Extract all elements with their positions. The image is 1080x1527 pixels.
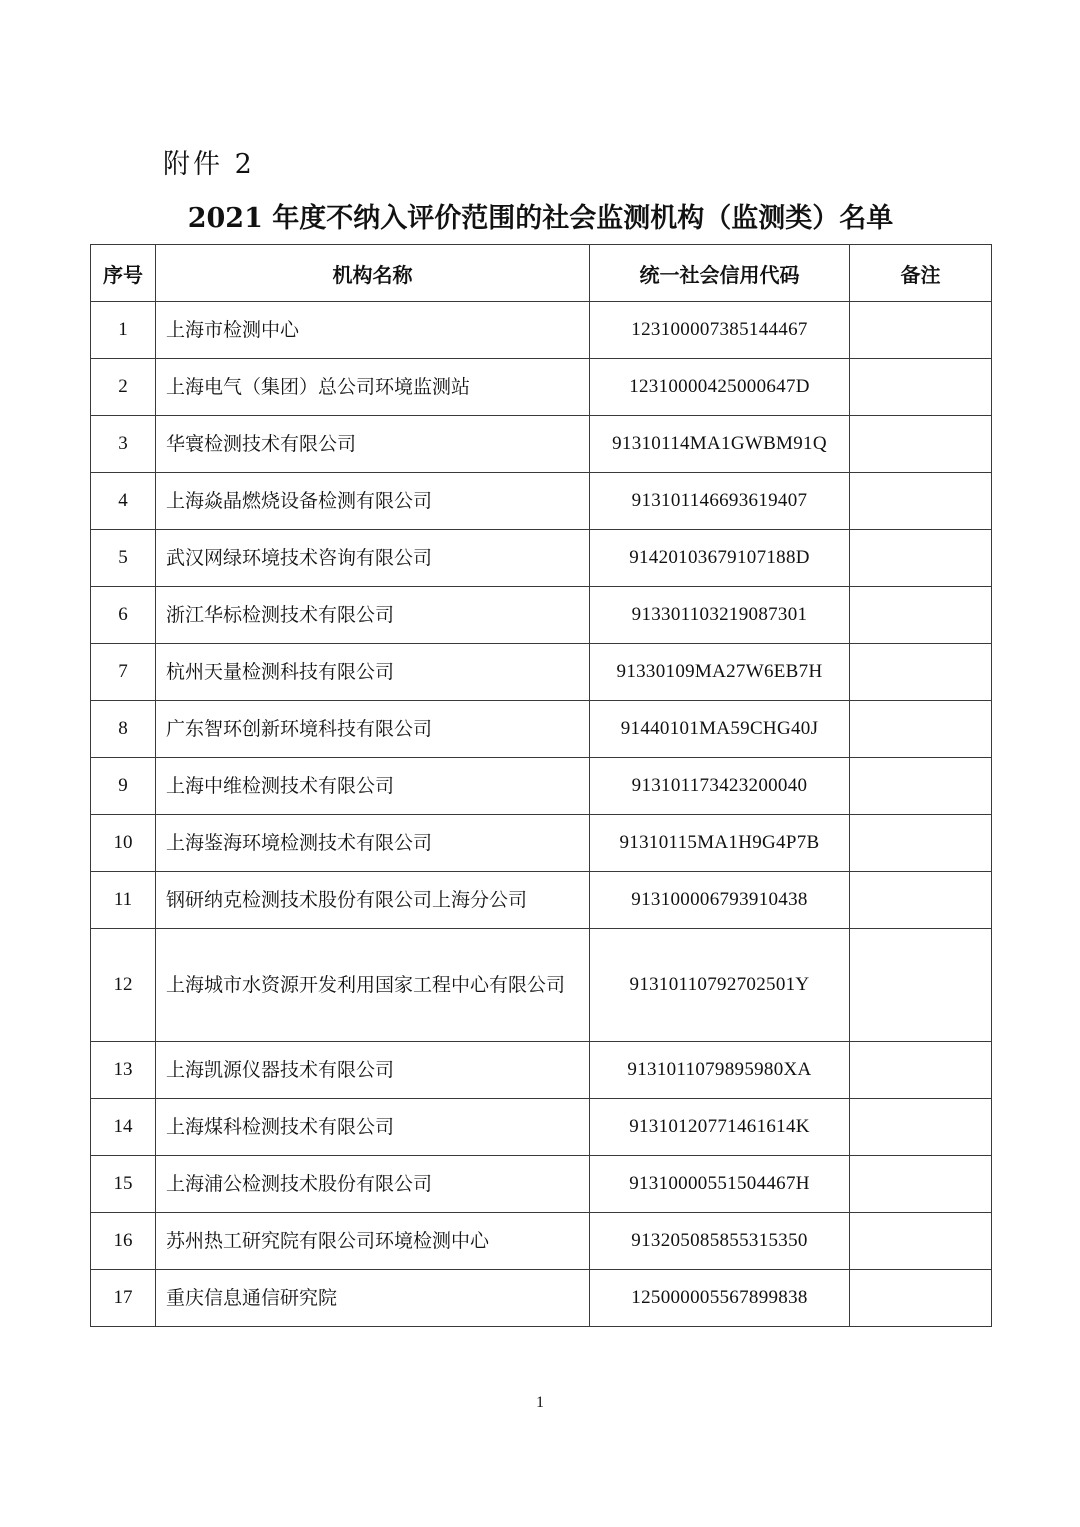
attachment-label: 附件 2 xyxy=(163,149,255,180)
row-index: 1 xyxy=(91,302,156,359)
credit-code: 91330109MA27W6EB7H xyxy=(590,644,850,701)
credit-code: 91440101MA59CHG40J xyxy=(590,701,850,758)
table-row xyxy=(91,1099,992,1156)
page-number: 1 xyxy=(536,1394,544,1411)
table-row xyxy=(91,815,992,872)
remark-cell xyxy=(850,701,992,758)
table-row xyxy=(91,473,992,530)
table-row xyxy=(91,872,992,929)
credit-code: 913101173423200040 xyxy=(590,758,850,815)
header-remark: 备注 xyxy=(850,245,992,302)
header-name: 机构名称 xyxy=(156,245,590,302)
row-index: 5 xyxy=(91,530,156,587)
institution-name: 上海中维检测技术有限公司 xyxy=(156,758,590,815)
remark-cell xyxy=(850,644,992,701)
remark-cell xyxy=(850,1099,992,1156)
institution-name: 浙江华标检测技术有限公司 xyxy=(156,587,590,644)
credit-code: 91310110792702501Y xyxy=(590,929,850,1042)
remark-cell xyxy=(850,359,992,416)
table-row xyxy=(91,1042,992,1099)
credit-code: 9131011079895980XA xyxy=(590,1042,850,1099)
credit-code: 913101146693619407 xyxy=(590,473,850,530)
table-row xyxy=(91,701,992,758)
remark-cell xyxy=(850,1156,992,1213)
table-row xyxy=(91,929,992,1042)
table-row xyxy=(91,644,992,701)
remark-cell xyxy=(850,473,992,530)
institution-table xyxy=(90,244,992,1327)
institution-name: 武汉网绿环境技术咨询有限公司 xyxy=(156,530,590,587)
document-title: 2021 年度不纳入评价范围的社会监测机构（监测类）名单 xyxy=(187,203,894,234)
institution-name: 上海煤科检测技术有限公司 xyxy=(156,1099,590,1156)
credit-code: 913301103219087301 xyxy=(590,587,850,644)
institution-name: 上海城市水资源开发利用国家工程中心有限公司 xyxy=(156,929,590,1042)
institution-name: 杭州天量检测科技有限公司 xyxy=(156,644,590,701)
institution-name: 钢研纳克检测技术股份有限公司上海分公司 xyxy=(156,872,590,929)
table-row xyxy=(91,587,992,644)
header-code: 统一社会信用代码 xyxy=(590,245,850,302)
credit-code: 91420103679107188D xyxy=(590,530,850,587)
table-row xyxy=(91,530,992,587)
row-index: 11 xyxy=(91,872,156,929)
credit-code: 123100007385144467 xyxy=(590,302,850,359)
institution-name: 上海凯源仪器技术有限公司 xyxy=(156,1042,590,1099)
table-row xyxy=(91,1270,992,1327)
row-index: 7 xyxy=(91,644,156,701)
row-index: 16 xyxy=(91,1213,156,1270)
row-index: 3 xyxy=(91,416,156,473)
credit-code: 91310114MA1GWBM91Q xyxy=(590,416,850,473)
institution-name: 上海电气（集团）总公司环境监测站 xyxy=(156,359,590,416)
credit-code: 12310000425000647D xyxy=(590,359,850,416)
institution-name: 上海焱晶燃烧设备检测有限公司 xyxy=(156,473,590,530)
row-index: 6 xyxy=(91,587,156,644)
remark-cell xyxy=(850,872,992,929)
institution-name: 上海浦公检测技术股份有限公司 xyxy=(156,1156,590,1213)
remark-cell xyxy=(850,758,992,815)
remark-cell xyxy=(850,929,992,1042)
table-row xyxy=(91,302,992,359)
row-index: 15 xyxy=(91,1156,156,1213)
credit-code: 913205085855315350 xyxy=(590,1213,850,1270)
table-row xyxy=(91,758,992,815)
row-index: 9 xyxy=(91,758,156,815)
table-row xyxy=(91,416,992,473)
remark-cell xyxy=(850,416,992,473)
remark-cell xyxy=(850,815,992,872)
row-index: 17 xyxy=(91,1270,156,1327)
institution-name: 上海市检测中心 xyxy=(156,302,590,359)
row-index: 2 xyxy=(91,359,156,416)
row-index: 8 xyxy=(91,701,156,758)
credit-code: 125000005567899838 xyxy=(590,1270,850,1327)
institution-name: 广东智环创新环境科技有限公司 xyxy=(156,701,590,758)
institution-name: 上海鉴海环境检测技术有限公司 xyxy=(156,815,590,872)
institution-name: 苏州热工研究院有限公司环境检测中心 xyxy=(156,1213,590,1270)
row-index: 13 xyxy=(91,1042,156,1099)
remark-cell xyxy=(850,1042,992,1099)
remark-cell xyxy=(850,302,992,359)
remark-cell xyxy=(850,530,992,587)
table-row xyxy=(91,1156,992,1213)
header-index: 序号 xyxy=(91,245,156,302)
credit-code: 91310120771461614K xyxy=(590,1099,850,1156)
table-row xyxy=(91,359,992,416)
row-index: 12 xyxy=(91,929,156,1042)
row-index: 14 xyxy=(91,1099,156,1156)
table-header-row xyxy=(91,245,992,302)
remark-cell xyxy=(850,587,992,644)
row-index: 4 xyxy=(91,473,156,530)
institution-name: 华寰检测技术有限公司 xyxy=(156,416,590,473)
credit-code: 91310000551504467H xyxy=(590,1156,850,1213)
remark-cell xyxy=(850,1213,992,1270)
table-row xyxy=(91,1213,992,1270)
row-index: 10 xyxy=(91,815,156,872)
credit-code: 913100006793910438 xyxy=(590,872,850,929)
institution-name: 重庆信息通信研究院 xyxy=(156,1270,590,1327)
credit-code: 91310115MA1H9G4P7B xyxy=(590,815,850,872)
remark-cell xyxy=(850,1270,992,1327)
